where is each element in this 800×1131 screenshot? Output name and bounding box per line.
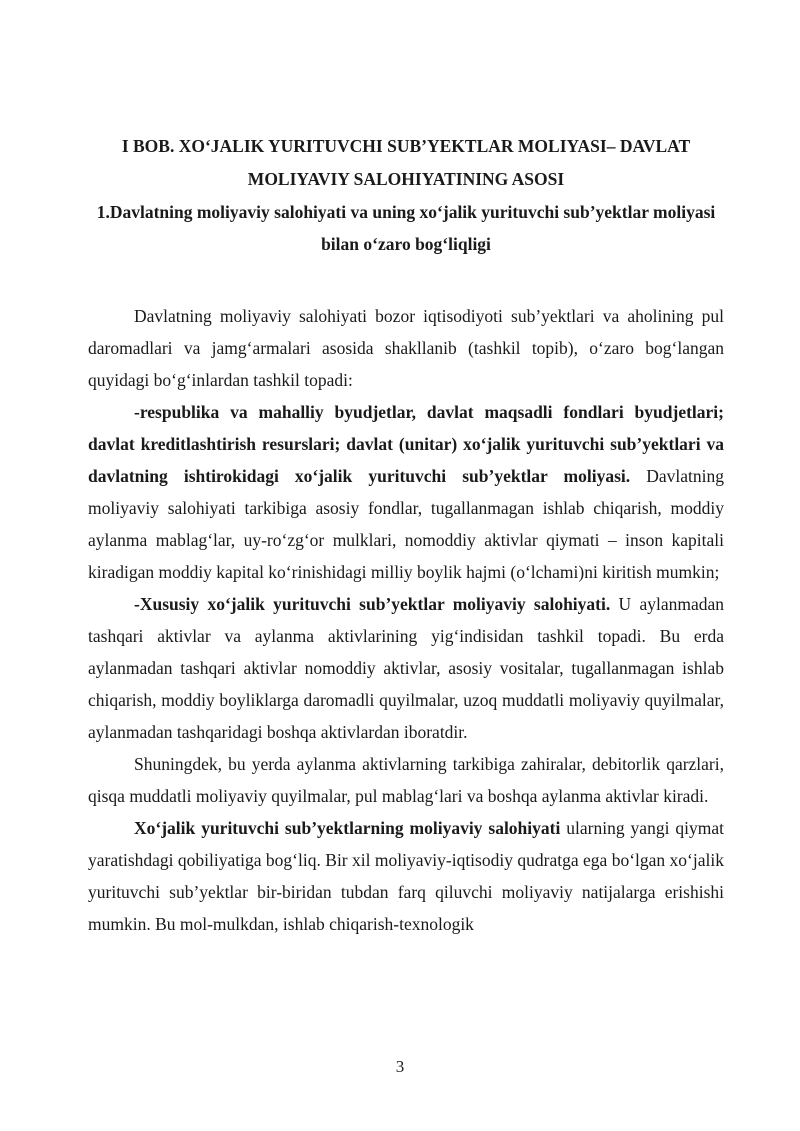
page-number: 3 (395, 1057, 405, 1076)
paragraph-private-finance-bold: -Xususiy xo‘jalik yurituvchi sub’yektlar moliyaviy salohiyati. (134, 594, 611, 614)
paragraph-intro (88, 300, 724, 396)
paragraph-state-finance (88, 396, 724, 588)
paragraph-state-finance-bold: -respublika va mahalliy byudjetlar, davlat maqsadli fondlari byudjetlari; davlat kreditlashtirish resurslari; davlat (unitar) xo‘jalik yurituvchi sub’yektlari va davlatning ishtirokidagi xo‘jalik yurituvchi sub’yektlar moliyasi. (88, 402, 724, 486)
paragraph-private-finance-text: U aylanmadan tashqari aktivlar va aylanma aktivlarining yig‘indisidan tashkil topadi. Bu erda aylanmadan tashqari aktivlar nomoddiy aktivlar, asosiy vositalar, tugallanmagan ishlab chiqarish, moddiy boyliklarga daromadli quyilmalar, uzoq muddatli moliyaviy quyilmalar, aylanmadan tashqaridagi boshqa aktivlardan iboratdir. (88, 594, 724, 742)
paragraph-current-assets-text: Shuningdek, bu yerda aylanma aktivlarning tarkibiga zahiralar, debitorlik qarzlari, qisqa muddatli moliyaviy quyilmalar, pul mablag‘lari va boshqa aylanma aktivlar kiradi. (88, 754, 724, 806)
document-page (88, 130, 724, 940)
chapter-title: I BOB. XO‘JALIK YURITUVCHI SUB’YEKTLAR MOLIYASI– DAVLAT MOLIYAVIY SALOHIYATINING ASOSI (121, 136, 691, 189)
paragraph-intro-text: Davlatning moliyaviy salohiyati bozor iqtisodiyoti sub’yektlari va aholining pul daromadlari va jamg‘armalari asosida shakllanib (tashkil topib), o‘zaro bog‘langan quyidagi bo‘g‘inlardan tashkil topadi: (88, 306, 724, 390)
paragraph-current-assets (88, 748, 724, 812)
paragraph-private-finance (88, 588, 724, 748)
paragraph-entity-potential (88, 812, 724, 940)
paragraph-state-finance-text: Davlatning moliyaviy salohiyati tarkibiga asosiy fondlar, tugallanmagan ishlab chiqarish, moddiy aylanma mablag‘lar, uy-ro‘zg‘or mulklari, nomoddiy aktivlar qiymati – inson kapitali kiradigan moddiy kapital ko‘rinishidagi milliy boylik hajmi (o‘lchami)ni kiritish mumkin; (88, 466, 724, 582)
section-title: 1.Davlatning moliyaviy salohiyati va uning xo‘jalik yurituvchi sub’yektlar moliyasi bilan o‘zaro bog‘liqligi (96, 202, 716, 254)
paragraph-entity-potential-bold: Xo‘jalik yurituvchi sub’yektlarning moliyaviy salohiyati (134, 818, 561, 838)
paragraph-entity-potential-text: ularning yangi qiymat yaratishdagi qobiliyatiga bog‘liq. Bir xil moliyaviy-iqtisodiy qudratga ega bo‘lgan xo‘jalik yurituvchi sub’yektlar bir-biridan tubdan farq qiluvchi moliyaviy natijalarga erishishi mumkin. Bu mol-mulkdan, ishlab chiqarish-texnologik (88, 818, 724, 934)
